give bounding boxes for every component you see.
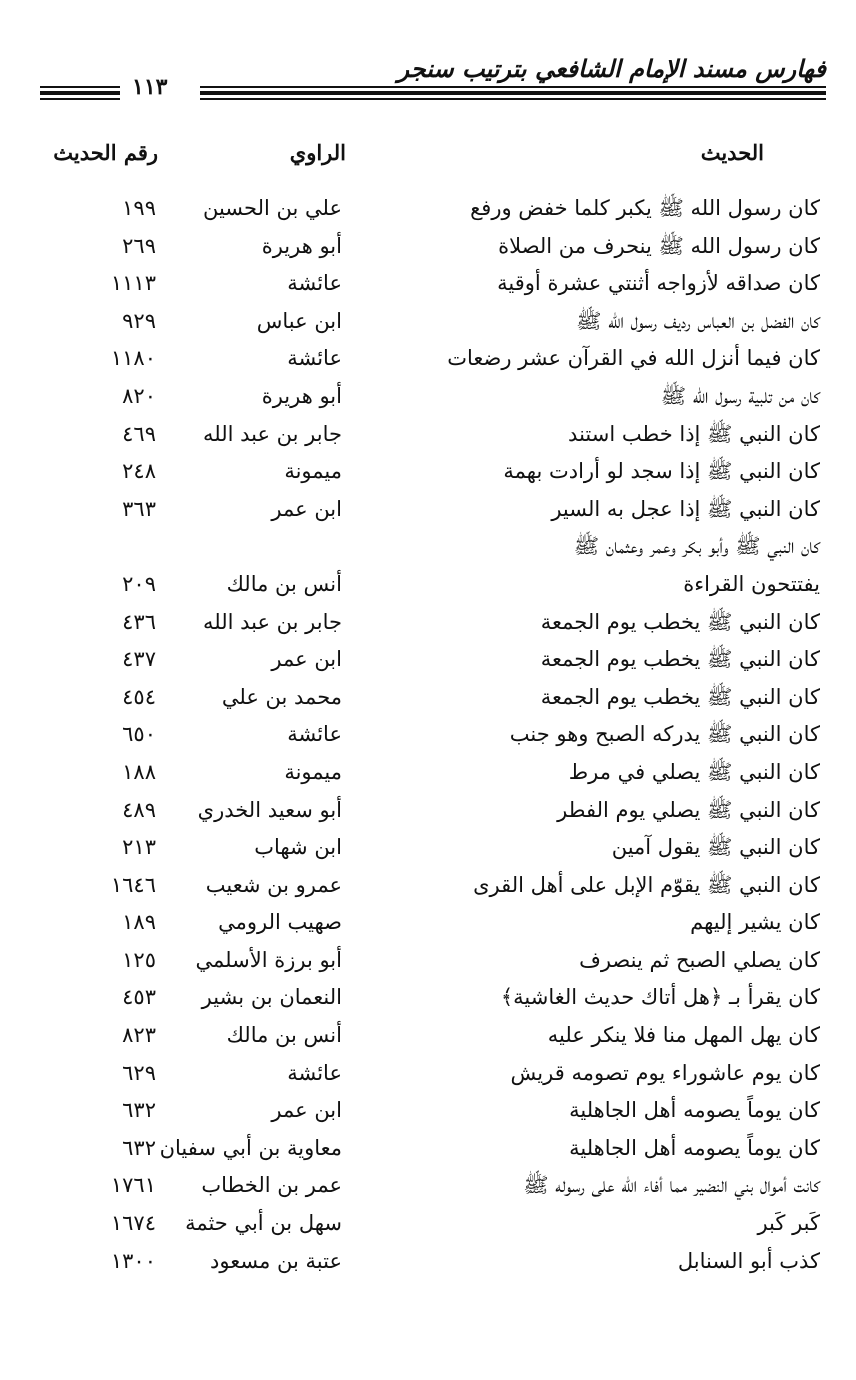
hadith-number: ٤٥٣ [122, 985, 156, 1010]
table-row [0, 679, 856, 717]
narrator-name: ميمونة [284, 459, 342, 484]
hadith-number: ١٨٩ [122, 910, 156, 935]
hadith-text: كان رسول الله ﷺ يكبر كلما خفض ورفع [470, 196, 820, 220]
page-number: ١١٣ [132, 74, 168, 100]
narrator-name: صهيب الرومي [218, 910, 342, 935]
hadith-number: ٨٢٠ [122, 383, 156, 408]
hadith-text: كَبر كَبر [757, 1211, 820, 1236]
hadith-text: كان يوماً يصومه أهل الجاهلية [569, 1098, 820, 1123]
header-rule [200, 91, 826, 95]
index-table [0, 190, 856, 1280]
hadith-number: ٨٢٣ [122, 1023, 156, 1048]
table-row [0, 604, 856, 642]
table-row [0, 1167, 856, 1205]
hadith-number: ٤٨٩ [122, 797, 156, 822]
hadith-text: كان يصلي الصبح ثم ينصرف [579, 947, 820, 972]
narrator-name: ميمونة [284, 759, 342, 784]
hadith-number: ١٩٩ [122, 196, 156, 220]
table-row [0, 867, 856, 905]
narrator-name: عمرو بن شعيب [205, 872, 342, 897]
hadith-text: كان النبي ﷺ إذا سجد لو أرادت بهمة [503, 459, 820, 484]
table-row [0, 190, 856, 228]
hadith-number: ٢١٣ [122, 835, 156, 860]
narrator-name: أبو سعيد الخدري [197, 797, 342, 822]
table-row [0, 566, 856, 604]
hadith-number: ٢٦٩ [122, 233, 156, 258]
hadith-text: كان النبي ﷺ يصلي في مرط [568, 759, 820, 784]
hadith-text: كان يشير إليهم [690, 910, 820, 935]
narrator-name: عمر بن الخطاب [201, 1173, 342, 1198]
hadith-text: كان صداقه لأزواجه أثنتي عشرة أوقية [497, 271, 820, 296]
table-row [0, 228, 856, 266]
hadith-number: ٦٢٩ [122, 1060, 156, 1085]
hadith-text: كان النبي ﷺ يقول آمين [611, 835, 820, 860]
hadith-number: ١٦٤٦ [110, 872, 156, 897]
hadith-text: كان النبي ﷺ يقوّم الإبل على أهل القرى [473, 872, 820, 897]
narrator-name: عائشة [287, 346, 342, 371]
table-row [0, 1243, 856, 1281]
table-row [0, 716, 856, 754]
column-header-number: رقم الحديث [53, 140, 158, 165]
hadith-number: ٤٦٩ [122, 421, 156, 446]
hadith-number: ٢٠٩ [122, 571, 156, 596]
narrator-name: عائشة [287, 271, 342, 296]
hadith-number: ٢٤٨ [122, 459, 156, 484]
table-row [0, 491, 856, 529]
hadith-text: كان النبي ﷺ يخطب يوم الجمعة [540, 647, 820, 672]
hadith-text: كان النبي ﷺ يدركه الصبح وهو جنب [509, 722, 820, 747]
table-row [0, 792, 856, 830]
table-row [0, 265, 856, 303]
table-row [0, 979, 856, 1017]
narrator-name: علي بن الحسين [202, 196, 342, 220]
header-rule [40, 91, 120, 95]
hadith-number: ٦٣٢ [122, 1098, 156, 1123]
hadith-number: ٤٥٤ [122, 684, 156, 709]
hadith-text: كان النبي ﷺ يخطب يوم الجمعة [540, 609, 820, 634]
narrator-name: أبو هريرة [261, 383, 342, 408]
table-row [0, 416, 856, 454]
hadith-number: ١١٨٠ [110, 346, 156, 371]
narrator-name: ابن عباس [256, 308, 342, 333]
column-header-narrator: الراوي [289, 140, 346, 165]
table-row [0, 904, 856, 942]
hadith-number: ٤٣٧ [122, 647, 156, 672]
narrator-name: عائشة [287, 722, 342, 747]
hadith-text: كان النبي ﷺ وأبو بكر وعمر وعثمان ﷺ [573, 534, 820, 559]
hadith-text: كان فيما أنزل الله في القرآن عشر رضعات [447, 346, 820, 371]
hadith-text: يفتتحون القراءة [683, 571, 820, 596]
table-row [0, 453, 856, 491]
header-rule [40, 86, 120, 88]
hadith-text: كان النبي ﷺ يخطب يوم الجمعة [540, 684, 820, 709]
page-header [40, 52, 826, 102]
narrator-name: أبو هريرة [261, 233, 342, 258]
hadith-number: ١٦٧٤ [110, 1211, 156, 1236]
hadith-text: كان النبي ﷺ إذا عجل به السير [551, 496, 820, 521]
header-rule [200, 98, 826, 100]
narrator-name: أنس بن مالك [226, 1023, 342, 1048]
hadith-number: ١١١٣ [110, 271, 156, 296]
table-row [0, 1055, 856, 1093]
narrator-name: محمد بن علي [221, 684, 342, 709]
table-row [0, 340, 856, 378]
hadith-number: ٦٥٠ [122, 722, 156, 747]
table-row [0, 942, 856, 980]
hadith-text: كان النبي ﷺ إذا خطب استند [568, 421, 820, 446]
table-row [0, 641, 856, 679]
hadith-text: كان يوم عاشوراء يوم تصومه قريش [510, 1060, 820, 1085]
narrator-name: عتبة بن مسعود [210, 1248, 342, 1273]
hadith-text: كان الفضل بن العباس رديف رسول الله ﷺ [576, 308, 820, 333]
narrator-name: ابن عمر [271, 647, 342, 672]
table-row [0, 303, 856, 341]
narrator-name: جابر بن عبد الله [202, 609, 342, 634]
running-title: فهارس مسند الإمام الشافعي بترتيب سنجر [397, 54, 826, 83]
hadith-text: كان يهل المهل منا فلا ينكر عليه [547, 1023, 820, 1048]
narrator-name: أبو برزة الأسلمي [195, 947, 342, 972]
table-row [0, 829, 856, 867]
table-row [0, 378, 856, 416]
column-header-text: الحديث [700, 140, 764, 165]
hadith-text: كان يوماً يصومه أهل الجاهلية [569, 1135, 820, 1160]
hadith-number: ٤٣٦ [122, 609, 156, 634]
table-row [0, 1130, 856, 1168]
narrator-name: جابر بن عبد الله [202, 421, 342, 446]
hadith-number: ١٣٠٠ [110, 1248, 156, 1273]
header-rule [200, 86, 826, 88]
narrator-name: ابن شهاب [254, 835, 342, 860]
narrator-name: النعمان بن بشير [201, 985, 342, 1010]
narrator-name: عائشة [287, 1060, 342, 1085]
narrator-name: سهل بن أبي حثمة [185, 1211, 342, 1236]
narrator-name: ابن عمر [271, 496, 342, 521]
table-row [0, 1017, 856, 1055]
hadith-text: كذب أبو السنابل [677, 1248, 820, 1273]
hadith-number: ٩٢٩ [122, 308, 156, 333]
hadith-text: كانت أموال بني النضير مما أفاء الله على رسوله ﷺ [523, 1173, 820, 1198]
table-row [0, 1092, 856, 1130]
hadith-text: كان رسول الله ﷺ ينحرف من الصلاة [498, 233, 820, 258]
hadith-text: كان يقرأ بـ ﴿هل أتاك حديث الغاشية﴾ [500, 985, 820, 1010]
narrator-name: معاوية بن أبي سفيان [159, 1135, 342, 1160]
narrator-name: أنس بن مالك [226, 571, 342, 596]
hadith-text: كان النبي ﷺ يصلي يوم الفطر [557, 797, 820, 822]
header-rule [40, 98, 120, 100]
hadith-number: ١٢٥ [122, 947, 156, 972]
narrator-name: ابن عمر [271, 1098, 342, 1123]
table-row [0, 1205, 856, 1243]
hadith-number: ٦٣٢ [122, 1135, 156, 1160]
hadith-number: ١٨٨ [122, 759, 156, 784]
hadith-number: ١٧٦١ [110, 1173, 156, 1198]
hadith-text: كان من تلبية رسول الله ﷺ [660, 383, 820, 408]
table-row [0, 754, 856, 792]
table-row [0, 528, 856, 566]
hadith-number: ٣٦٣ [122, 496, 156, 521]
